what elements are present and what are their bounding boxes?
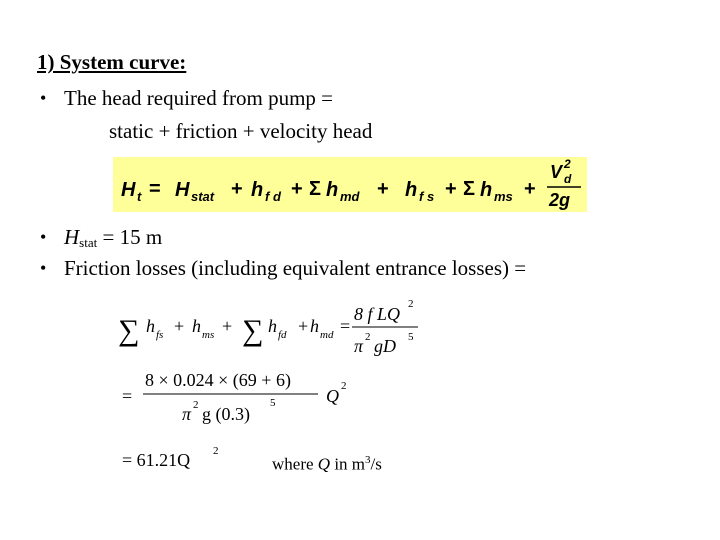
eq2-h-fs-sub: fs	[156, 329, 164, 341]
eq2-rhs-numerator-sup: 2	[408, 298, 414, 310]
eq2-h-md-sub: md	[320, 329, 334, 341]
eq2-line2-Q: Q	[326, 386, 339, 406]
eq2-line2-den-pi: π	[182, 404, 192, 424]
eq2-rhs-den-rest: gD	[374, 336, 396, 356]
eq2-h-fd-sub: fd	[278, 329, 287, 341]
eq2-plus-2: +	[222, 316, 233, 336]
eq2-line2-den-pi-sup: 2	[193, 399, 199, 411]
eq1-hmd-sub: md	[340, 189, 360, 204]
eq1-velocity-sub: d	[564, 172, 572, 186]
eq2-line2-Q-sup: 2	[341, 380, 347, 392]
eq2-h-ms: h	[192, 316, 201, 336]
hstat-sub: stat	[79, 235, 98, 250]
units-note-suffix: /s	[370, 454, 382, 474]
eq1-sum-1: Σ	[309, 178, 322, 200]
eq1-plus-1: +	[231, 178, 243, 200]
eq1-plus-2: +	[291, 178, 303, 200]
eq2-rhs-numerator: 8 f LQ	[354, 304, 401, 324]
eq1-Hstat: H	[175, 179, 190, 201]
eq1-hms-sub: ms	[494, 189, 513, 204]
eq2-plus-1: +	[174, 316, 185, 336]
eq1-Hstat-sub: stat	[191, 189, 215, 204]
friction-losses-text: Friction losses (including equivalent entrance losses) =	[64, 256, 527, 280]
units-note-prefix: where	[272, 454, 318, 474]
eq2-sum-1: ∑	[118, 314, 140, 347]
eq1-hmd: h	[326, 179, 339, 201]
head-required-text: The head required from pump =	[64, 86, 334, 110]
eq2-h-fs: h	[146, 316, 155, 336]
hstat-var: H	[64, 225, 80, 249]
section-heading: 1) System curve:	[37, 50, 187, 74]
eq2-equals-1: =	[340, 316, 351, 336]
eq1-hfd: h	[251, 179, 264, 201]
eq1-equals: =	[149, 178, 161, 200]
eq2-plus-3: +	[298, 316, 309, 336]
eq2-h-fd: h	[268, 316, 277, 336]
eq2-h-md: h	[310, 316, 319, 336]
units-note-var: Q	[317, 454, 331, 474]
eq1-plus-4: +	[445, 178, 457, 200]
bullet-marker: •	[40, 88, 47, 108]
eq2-result-sup: 2	[213, 445, 219, 457]
units-note-sup: 3	[365, 454, 371, 466]
eq1-plus-3: +	[377, 178, 389, 200]
bullet-marker: •	[40, 258, 47, 278]
eq2-line2-den-rest-sup: 5	[270, 397, 276, 409]
eq1-velocity-denominator: 2g	[549, 190, 571, 210]
eq1-Ht-sub: t	[137, 189, 142, 204]
bullet-marker: •	[40, 227, 47, 247]
eq2-equals-2: =	[122, 386, 133, 406]
eq2-rhs-den-pi-sup: 2	[365, 331, 371, 343]
eq2-rhs-den-pi: π	[354, 336, 364, 356]
head-components-text: static + friction + velocity head	[109, 119, 373, 143]
eq2-rhs-den-rest-sup: 5	[408, 331, 414, 343]
hstat-value: = 15 m	[97, 225, 163, 249]
eq1-velocity-V: V	[550, 162, 563, 182]
units-note	[272, 454, 382, 475]
eq2-result: = 61.21Q	[122, 450, 191, 470]
eq1-Ht: H	[121, 179, 136, 201]
eq1-sum-2: Σ	[463, 178, 476, 200]
eq1-hfs-sub: f s	[419, 189, 435, 204]
eq2-line2-den-rest: g (0.3)	[202, 404, 250, 424]
eq1-velocity-sup: 2	[564, 157, 571, 171]
eq1-hfs: h	[405, 179, 418, 201]
eq2-sum-2: ∑	[242, 314, 264, 347]
eq1-hms: h	[480, 179, 493, 201]
eq2-line2-numerator: 8 × 0.024 × (69 + 6)	[145, 370, 291, 390]
eq2-h-ms-sub: ms	[202, 329, 215, 341]
units-note-middle: in m	[330, 454, 366, 474]
eq1-plus-5: +	[524, 178, 536, 200]
eq1-hfd-sub: f d	[265, 189, 281, 204]
